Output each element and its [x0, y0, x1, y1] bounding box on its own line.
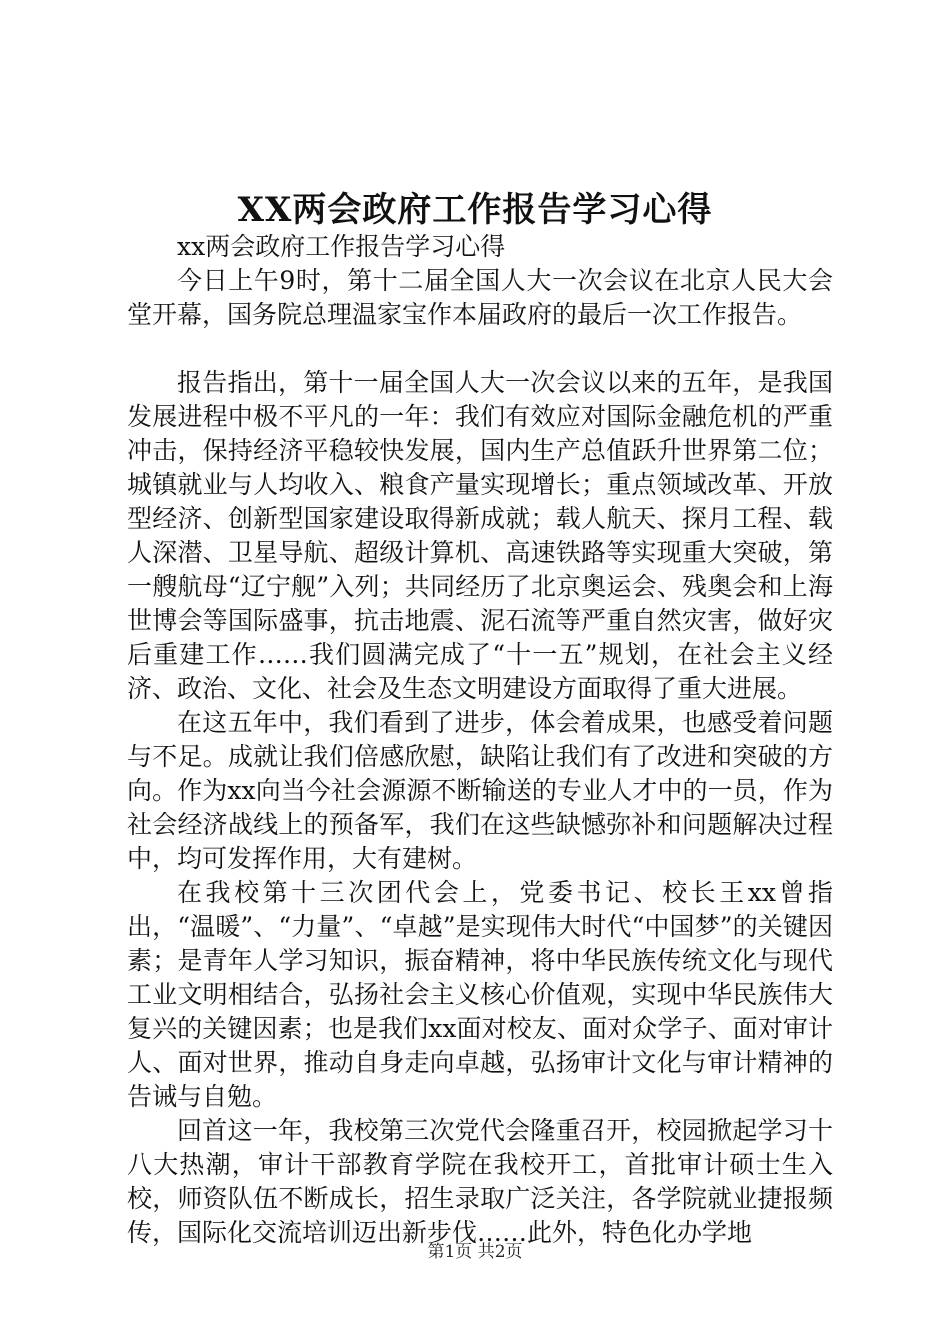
- document-body: [127, 230, 833, 1250]
- page-footer: 第1页 共2页: [427, 1242, 523, 1262]
- document-subtitle: xx两会政府工作报告学习心得: [177, 232, 506, 261]
- paragraph-4: 在我校第十三次团代会上，党委书记、校长王xx曾指出，“温暖”、“力量”、“卓越”是实现伟大时代“中国梦”的关键因素；是青年人学习知识，振奋精神，将中华民族传统文化与现代工业文明相结合，弘扬社会主义核心价值观，实现中华民族伟大复兴的关键因素；也是我们xx面对校友、面对众学子、面对审计人、面对世界，推动自身走向卓越，弘扬审计文化与审计精神的告诫与自勉。: [127, 878, 833, 1111]
- paragraph-1: 今日上午9时，第十二届全国人大一次会议在北京人民大会堂开幕，国务院总理温家宝作本届政府的最后一次工作报告。: [127, 266, 833, 329]
- paragraph-5: 回首这一年，我校第三次党代会隆重召开，校园掀起学习十八大热潮，审计干部教育学院在我校开工，首批审计硕士生入校，师资队伍不断成长，招生录取广泛关注，各学院就业捷报频传，国际化交流培训迈出新步伐……此外，特色化办学地: [127, 1116, 833, 1247]
- paragraph-2: 报告指出，第十一届全国人大一次会议以来的五年，是我国发展进程中极不平凡的一年：我们有效应对国际金融危机的严重冲击，保持经济平稳较快发展，国内生产总值跃升世界第二位；城镇就业与人均收入、粮食产量实现增长；重点领域改革、开放型经济、创新型国家建设取得新成就；载人航天、探月工程、载人深潜、卫星导航、超级计算机、高速铁路等实现重大突破，第一艘航母“辽宁舰”入列；共同经历了北京奥运会、残奥会和上海世博会等国际盛事，抗击地震、泥石流等严重自然灾害，做好灾后重建工作……我们圆满完成了“十一五”规划，在社会主义经济、政治、文化、社会及生态文明建设方面取得了重大进展。: [127, 368, 833, 703]
- document-title: XX两会政府工作报告学习心得: [237, 190, 713, 230]
- paragraph-3: 在这五年中，我们看到了进步，体会着成果，也感受着问题与不足。成就让我们倍感欣慰，缺陷让我们有了改进和突破的方向。作为xx向当今社会源源不断输送的专业人才中的一员，作为社会经济战线上的预备军，我们在这些缺憾弥补和问题解决过程中，均可发挥作用，大有建树。: [127, 708, 833, 873]
